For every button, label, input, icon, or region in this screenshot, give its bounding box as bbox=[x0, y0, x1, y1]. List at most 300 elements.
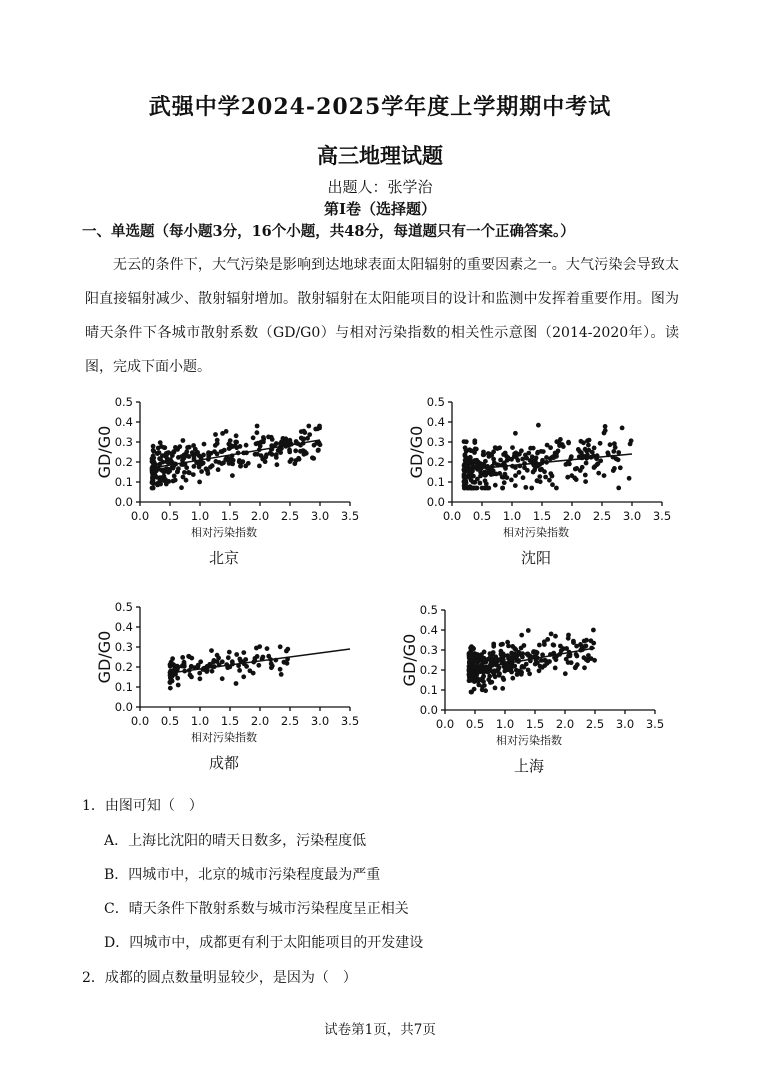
scatter-point bbox=[484, 481, 489, 486]
question-1-option-a[interactable]: A．上海比沈阳的晴天日数多，污染程度低 bbox=[104, 833, 367, 849]
scatter-point bbox=[537, 643, 542, 648]
scatter-point bbox=[616, 450, 621, 455]
scatter-point bbox=[213, 443, 218, 448]
scatter-point bbox=[199, 469, 204, 474]
scatter-point bbox=[206, 452, 211, 457]
x-tick-label: 1.5 bbox=[220, 509, 240, 523]
scatter-point bbox=[168, 662, 173, 667]
scatter-point bbox=[554, 454, 559, 459]
scatter-point bbox=[491, 642, 496, 647]
scatter-point bbox=[184, 478, 189, 483]
scatter-point bbox=[255, 430, 260, 435]
scatter-point bbox=[301, 437, 306, 442]
scatter-point bbox=[571, 639, 576, 644]
scatter-point bbox=[582, 639, 587, 644]
scatter-point bbox=[215, 452, 220, 457]
y-tick-label: 0.4 bbox=[114, 415, 133, 429]
scatter-point bbox=[301, 429, 306, 434]
scatter-point bbox=[151, 444, 156, 449]
scatter-point bbox=[317, 424, 322, 429]
scatter-point bbox=[507, 667, 512, 672]
x-tick-label: 3.5 bbox=[340, 714, 360, 728]
scatter-point bbox=[583, 447, 588, 452]
scatter-point bbox=[168, 680, 173, 685]
chart-beijing bbox=[95, 392, 385, 572]
scatter-point bbox=[519, 646, 524, 651]
scatter-point bbox=[158, 478, 163, 483]
x-tick-label: 3.0 bbox=[615, 717, 635, 731]
scatter-point bbox=[173, 445, 178, 450]
scatter-point bbox=[196, 663, 201, 668]
scatter-point bbox=[471, 480, 476, 485]
scatter-point bbox=[525, 468, 530, 473]
x-tick-label: 3.0 bbox=[310, 714, 330, 728]
scatter-point bbox=[567, 462, 572, 467]
y-tick-label: 0.1 bbox=[426, 475, 445, 489]
section-heading: 一、单选题（每小题3分，16个小题，共48分，每道题只有一个正确答案。） bbox=[82, 223, 575, 240]
scatter-point bbox=[234, 681, 239, 686]
scatter-point bbox=[535, 650, 540, 655]
scatter-point bbox=[541, 449, 546, 454]
scatter-point bbox=[191, 443, 196, 448]
scatter-point bbox=[201, 453, 206, 458]
scatter-point bbox=[275, 462, 280, 467]
scatter-point bbox=[263, 455, 268, 460]
scatter-point bbox=[212, 658, 217, 663]
scatter-point bbox=[306, 424, 311, 429]
scatter-point bbox=[580, 465, 585, 470]
x-tick-label: 0.0 bbox=[130, 714, 150, 728]
x-tick-label: 3.5 bbox=[340, 509, 360, 523]
scatter-point bbox=[566, 636, 571, 641]
x-axis-label: 相对污染指数 bbox=[503, 526, 569, 539]
scatter-point bbox=[574, 652, 579, 657]
scatter-point bbox=[503, 472, 508, 477]
x-tick-label: 1.0 bbox=[190, 509, 210, 523]
scatter-point bbox=[582, 665, 587, 670]
scatter-point bbox=[471, 474, 476, 479]
x-tick-label: 2.0 bbox=[555, 717, 575, 731]
scatter-point bbox=[150, 456, 155, 461]
scatter-point bbox=[526, 628, 531, 633]
scatter-point bbox=[513, 431, 518, 436]
scatter-point bbox=[176, 466, 181, 471]
scatter-point bbox=[254, 441, 259, 446]
scatter-point bbox=[164, 451, 169, 456]
scatter-point bbox=[237, 668, 242, 673]
exam-title: 武强中学2024-2025学年度上学期期中考试 bbox=[148, 94, 612, 120]
scatter-point bbox=[307, 432, 312, 437]
scatter-point bbox=[464, 448, 469, 453]
scatter-point bbox=[215, 653, 220, 658]
scatter-point bbox=[475, 676, 480, 681]
scatter-point bbox=[188, 673, 193, 678]
scatter-point bbox=[628, 442, 633, 447]
scatter-point bbox=[584, 461, 589, 466]
x-tick-label: 0.0 bbox=[435, 717, 455, 731]
scatter-point bbox=[296, 456, 301, 461]
scatter-point bbox=[192, 464, 197, 469]
scatter-point bbox=[561, 444, 566, 449]
chart-shanghai bbox=[400, 600, 690, 780]
chart-chengdu bbox=[95, 597, 385, 777]
scatter-point bbox=[478, 481, 483, 486]
x-tick-label: 0.5 bbox=[472, 509, 492, 523]
scatter-point bbox=[603, 428, 608, 433]
scatter-point bbox=[155, 451, 160, 456]
scatter-point bbox=[293, 448, 298, 453]
scatter-point bbox=[234, 433, 239, 438]
scatter-point bbox=[462, 439, 467, 444]
y-axis-label: GD/G0 bbox=[407, 425, 426, 479]
scatter-point bbox=[612, 466, 617, 471]
x-tick-label: 1.0 bbox=[190, 714, 210, 728]
scatter-point bbox=[474, 447, 479, 452]
scatter-point bbox=[255, 424, 260, 429]
scatter-point bbox=[510, 445, 515, 450]
scatter-point bbox=[572, 476, 577, 481]
scatter-point bbox=[151, 478, 156, 483]
scatter-point bbox=[509, 478, 514, 483]
scatter-point bbox=[219, 449, 224, 454]
scatter-point bbox=[583, 479, 588, 484]
y-tick-label: 0.0 bbox=[419, 703, 438, 717]
x-tick-label: 2.5 bbox=[592, 509, 612, 523]
scatter-point bbox=[506, 644, 511, 649]
scatter-point bbox=[596, 471, 601, 476]
scatter-point bbox=[287, 450, 292, 455]
scatter-point bbox=[269, 661, 274, 666]
scatter-point bbox=[256, 663, 261, 668]
scatter-point bbox=[480, 486, 485, 491]
scatter-point bbox=[180, 664, 185, 669]
scatter-point bbox=[156, 446, 161, 451]
scatter-point bbox=[493, 483, 498, 488]
y-axis-label: GD/G0 bbox=[95, 630, 114, 684]
scatter-point bbox=[161, 469, 166, 474]
scatter-point bbox=[310, 455, 315, 460]
x-tick-label: 2.0 bbox=[562, 509, 582, 523]
scatter-point bbox=[566, 653, 571, 658]
scatter-point bbox=[197, 465, 202, 470]
fit-line bbox=[170, 649, 350, 673]
scatter-point bbox=[488, 651, 493, 656]
scatter-point bbox=[257, 644, 262, 649]
scatter-point bbox=[233, 440, 238, 445]
scatter-point bbox=[265, 646, 270, 651]
scatter-point bbox=[500, 686, 505, 691]
scatter-point bbox=[605, 450, 610, 455]
scatter-point bbox=[209, 648, 214, 653]
x-tick-label: 0.0 bbox=[442, 509, 462, 523]
y-tick-label: 0.3 bbox=[114, 435, 133, 449]
scatter-point bbox=[251, 435, 256, 440]
scatter-point bbox=[234, 652, 239, 657]
scatter-point bbox=[550, 482, 555, 487]
x-tick-label: 1.0 bbox=[502, 509, 522, 523]
scatter-point bbox=[202, 442, 207, 447]
scatter-point bbox=[519, 670, 524, 675]
scatter-point bbox=[482, 658, 487, 663]
scatter-point bbox=[535, 478, 540, 483]
x-tick-label: 1.0 bbox=[495, 717, 515, 731]
scatter-point bbox=[241, 674, 246, 679]
scatter-point bbox=[528, 446, 533, 451]
scatter-point bbox=[550, 474, 555, 479]
scatter-point bbox=[620, 426, 625, 431]
scatter-point bbox=[316, 448, 321, 453]
scatter-point bbox=[238, 444, 243, 449]
scatter-point bbox=[598, 441, 603, 446]
scatter-point bbox=[591, 628, 596, 633]
scatter-point bbox=[548, 445, 553, 450]
scatter-point bbox=[493, 674, 498, 679]
scatter-point bbox=[474, 486, 479, 491]
x-tick-label: 3.5 bbox=[645, 717, 665, 731]
scatter-point bbox=[490, 660, 495, 665]
scatter-point bbox=[187, 654, 192, 659]
scatter-point bbox=[181, 438, 186, 443]
y-tick-label: 0.1 bbox=[419, 683, 438, 697]
scatter-point bbox=[243, 657, 248, 662]
x-tick-label: 3.5 bbox=[652, 509, 672, 523]
scatter-point bbox=[501, 657, 506, 662]
scatter-point bbox=[573, 665, 578, 670]
scatter-point bbox=[490, 669, 495, 674]
x-tick-label: 3.0 bbox=[310, 509, 330, 523]
scatter-point bbox=[201, 461, 206, 466]
scatter-point bbox=[524, 662, 529, 667]
scatter-point bbox=[616, 486, 621, 491]
x-tick-label: 3.0 bbox=[622, 509, 642, 523]
scatter-point bbox=[285, 647, 290, 652]
scatter-point bbox=[175, 676, 180, 681]
x-tick-label: 2.5 bbox=[585, 717, 605, 731]
scatter-point bbox=[190, 450, 195, 455]
scatter-point bbox=[549, 632, 554, 637]
scatter-point bbox=[530, 454, 535, 459]
scatter-point bbox=[221, 460, 226, 465]
scatter-point bbox=[529, 486, 534, 491]
question-1-stem: 1．由图可知（ ） bbox=[82, 798, 203, 814]
scatter-point bbox=[603, 424, 608, 429]
y-tick-label: 0.5 bbox=[419, 603, 438, 617]
scatter-point bbox=[499, 652, 504, 657]
scatter-point bbox=[566, 440, 571, 445]
scatter-point bbox=[279, 672, 284, 677]
scatter-point bbox=[198, 676, 203, 681]
scatter-point bbox=[214, 459, 219, 464]
scatter-point bbox=[479, 662, 484, 667]
scatter-point bbox=[468, 456, 473, 461]
scatter-point bbox=[483, 688, 488, 693]
scatter-point bbox=[270, 452, 275, 457]
scatter-point bbox=[543, 475, 548, 480]
exam-subtitle: 高三地理试题 bbox=[317, 143, 443, 168]
y-tick-label: 0.4 bbox=[419, 623, 438, 637]
scatter-point bbox=[589, 638, 594, 643]
scatter-point bbox=[490, 472, 495, 477]
scatter-point bbox=[220, 676, 225, 681]
scatter-point bbox=[208, 663, 213, 668]
scatter-point bbox=[246, 461, 251, 466]
scatter-point bbox=[151, 486, 156, 491]
scatter-point bbox=[494, 659, 499, 664]
y-tick-label: 0.0 bbox=[426, 495, 445, 509]
x-axis-label: 相对污染指数 bbox=[496, 734, 562, 747]
scatter-point bbox=[464, 481, 469, 486]
scatter-point bbox=[542, 639, 547, 644]
scatter-point bbox=[523, 453, 528, 458]
scatter-point bbox=[226, 442, 231, 447]
scatter-point bbox=[536, 450, 541, 455]
x-tick-label: 2.0 bbox=[250, 714, 270, 728]
scatter-point bbox=[229, 456, 234, 461]
x-tick-label: 0.5 bbox=[160, 714, 180, 728]
y-tick-label: 0.4 bbox=[426, 415, 445, 429]
y-tick-label: 0.3 bbox=[114, 640, 133, 654]
y-tick-label: 0.5 bbox=[114, 600, 133, 614]
x-tick-label: 1.5 bbox=[532, 509, 552, 523]
scatter-point bbox=[466, 461, 471, 466]
x-axis-label: 相对污染指数 bbox=[191, 731, 257, 744]
scatter-point bbox=[182, 470, 187, 475]
question-1-option-c[interactable]: C．晴天条件下散射系数与城市污染程度呈正相关 bbox=[104, 901, 409, 917]
scatter-point bbox=[197, 480, 202, 485]
scatter-point bbox=[487, 452, 492, 457]
scatter-point bbox=[482, 650, 487, 655]
question-1-option-b[interactable]: B．四城市中，北京的城市污染程度最为严重 bbox=[104, 867, 381, 883]
scatter-point bbox=[170, 656, 175, 661]
scatter-point bbox=[279, 439, 284, 444]
chart-city-title: 沈阳 bbox=[520, 549, 552, 567]
scatter-point bbox=[516, 458, 521, 463]
scatter-point bbox=[576, 447, 581, 452]
scatter-point bbox=[586, 443, 591, 448]
scatter-point bbox=[226, 655, 231, 660]
scatter-point bbox=[170, 453, 175, 458]
y-tick-label: 0.3 bbox=[419, 643, 438, 657]
exam-volume: 第I卷（选择题） bbox=[323, 200, 437, 218]
scatter-point bbox=[481, 450, 486, 455]
scatter-point bbox=[501, 677, 506, 682]
scatter-point bbox=[510, 676, 515, 681]
scatter-point bbox=[539, 467, 544, 472]
y-tick-label: 0.2 bbox=[426, 455, 445, 469]
page-footer: 试卷第1页，共7页 bbox=[324, 1022, 436, 1038]
scatter-point bbox=[553, 634, 558, 639]
scatter-point bbox=[278, 644, 283, 649]
scatter-point bbox=[165, 457, 170, 462]
scatter-point bbox=[520, 664, 525, 669]
scatter-point bbox=[168, 686, 173, 691]
scatter-point bbox=[244, 664, 249, 669]
scatter-point bbox=[274, 455, 279, 460]
scatter-point bbox=[185, 445, 190, 450]
scatter-point bbox=[255, 452, 260, 457]
scatter-point bbox=[197, 453, 202, 458]
scatter-point bbox=[477, 658, 482, 663]
x-tick-label: 1.5 bbox=[525, 717, 545, 731]
scatter-point bbox=[469, 648, 474, 653]
y-tick-label: 0.5 bbox=[426, 395, 445, 409]
scatter-point bbox=[289, 457, 294, 462]
y-axis-label: GD/G0 bbox=[95, 425, 114, 479]
y-tick-label: 0.1 bbox=[114, 475, 133, 489]
scatter-point bbox=[241, 650, 246, 655]
scatter-point bbox=[213, 432, 218, 437]
y-tick-label: 0.2 bbox=[114, 455, 133, 469]
scatter-point bbox=[595, 462, 600, 467]
scatter-point bbox=[230, 473, 235, 478]
scatter-point bbox=[173, 478, 178, 483]
scatter-point bbox=[257, 464, 262, 469]
scatter-point bbox=[191, 472, 196, 477]
scatter-point bbox=[153, 473, 158, 478]
y-tick-label: 0.5 bbox=[114, 395, 133, 409]
scatter-point bbox=[512, 451, 517, 456]
scatter-point bbox=[543, 658, 548, 663]
x-tick-label: 2.5 bbox=[280, 714, 300, 728]
scatter-point bbox=[523, 485, 528, 490]
scatter-point bbox=[493, 654, 498, 659]
scatter-point bbox=[177, 444, 182, 449]
scatter-point bbox=[468, 663, 473, 668]
scatter-point bbox=[602, 473, 607, 478]
scatter-point bbox=[210, 463, 215, 468]
chart-city-title: 北京 bbox=[208, 549, 240, 567]
scatter-point bbox=[472, 438, 477, 443]
scatter-point bbox=[288, 439, 293, 444]
y-tick-label: 0.2 bbox=[114, 660, 133, 674]
scatter-point bbox=[519, 448, 524, 453]
scatter-point bbox=[512, 646, 517, 651]
scatter-point bbox=[469, 690, 474, 695]
scatter-point bbox=[244, 443, 249, 448]
scatter-point bbox=[176, 455, 181, 460]
scatter-point bbox=[285, 661, 290, 666]
scatter-point bbox=[520, 457, 525, 462]
scatter-point bbox=[172, 474, 177, 479]
scatter-point bbox=[547, 478, 552, 483]
scatter-point bbox=[467, 678, 472, 683]
scatter-point bbox=[513, 654, 518, 659]
scatter-point bbox=[240, 460, 245, 465]
scatter-point bbox=[180, 655, 185, 660]
scatter-point bbox=[269, 435, 274, 440]
scatter-point bbox=[278, 667, 283, 672]
scatter-point bbox=[170, 674, 175, 679]
scatter-point bbox=[520, 652, 525, 657]
scatter-point bbox=[301, 448, 306, 453]
scatter-point bbox=[495, 446, 500, 451]
x-tick-label: 2.0 bbox=[250, 509, 270, 523]
chart-city-title: 成都 bbox=[208, 754, 240, 772]
scatter-point bbox=[227, 650, 232, 655]
scatter-point bbox=[578, 642, 583, 647]
scatter-point bbox=[172, 449, 177, 454]
question-1-option-d[interactable]: D．四城市中，成都更有利于太阳能项目的开发建设 bbox=[104, 935, 424, 951]
y-tick-label: 0.1 bbox=[114, 680, 133, 694]
y-tick-label: 0.2 bbox=[419, 663, 438, 677]
scatter-point bbox=[498, 458, 503, 463]
scatter-point bbox=[527, 671, 532, 676]
scatter-point bbox=[478, 470, 483, 475]
x-tick-label: 1.5 bbox=[220, 714, 240, 728]
scatter-point bbox=[480, 684, 485, 689]
scatter-point bbox=[205, 469, 210, 474]
scatter-point bbox=[525, 652, 530, 657]
